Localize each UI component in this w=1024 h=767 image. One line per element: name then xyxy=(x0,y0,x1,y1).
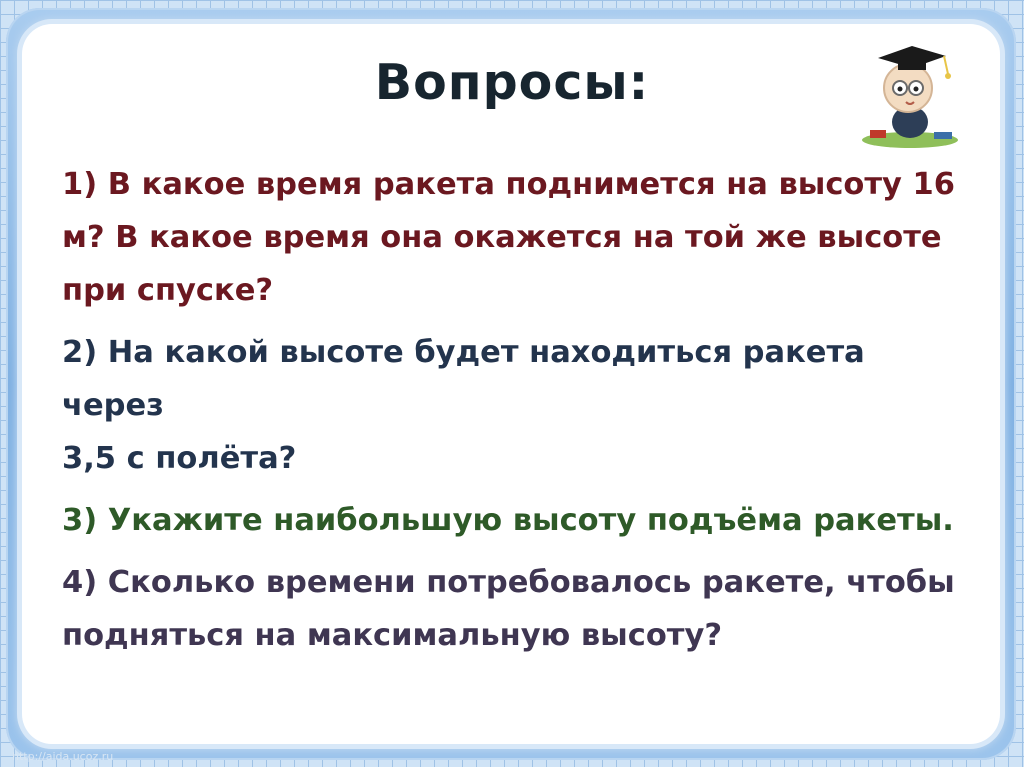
question-3-line-1: 3) Укажите наибольшую высоту подъёма ракеты. xyxy=(62,503,954,538)
question-1-line-3: при спуске? xyxy=(62,273,274,308)
question-4-line-1: 4) Сколько времени потребовалось ракете, чтобы xyxy=(62,565,955,600)
question-list xyxy=(62,158,972,671)
question-4 xyxy=(62,556,972,662)
question-1 xyxy=(62,158,972,317)
watermark: http://aida.ucoz.ru xyxy=(12,750,114,763)
question-1-line-1: 1) В какое время ракета поднимется на высоту 16 xyxy=(62,167,956,202)
question-2-line-1: 2) На какой высоте будет находиться ракета через xyxy=(62,335,865,423)
question-1-line-2: м? В какое время она окажется на той же высоте xyxy=(62,220,942,255)
question-2-line-2: 3,5 с полёта? xyxy=(62,441,297,476)
graduate-owl-icon xyxy=(850,40,970,150)
question-4-line-2: подняться на максимальную высоту? xyxy=(62,618,723,653)
question-3 xyxy=(62,494,972,547)
question-2 xyxy=(62,326,972,485)
slide-title: Вопросы: xyxy=(374,54,650,111)
